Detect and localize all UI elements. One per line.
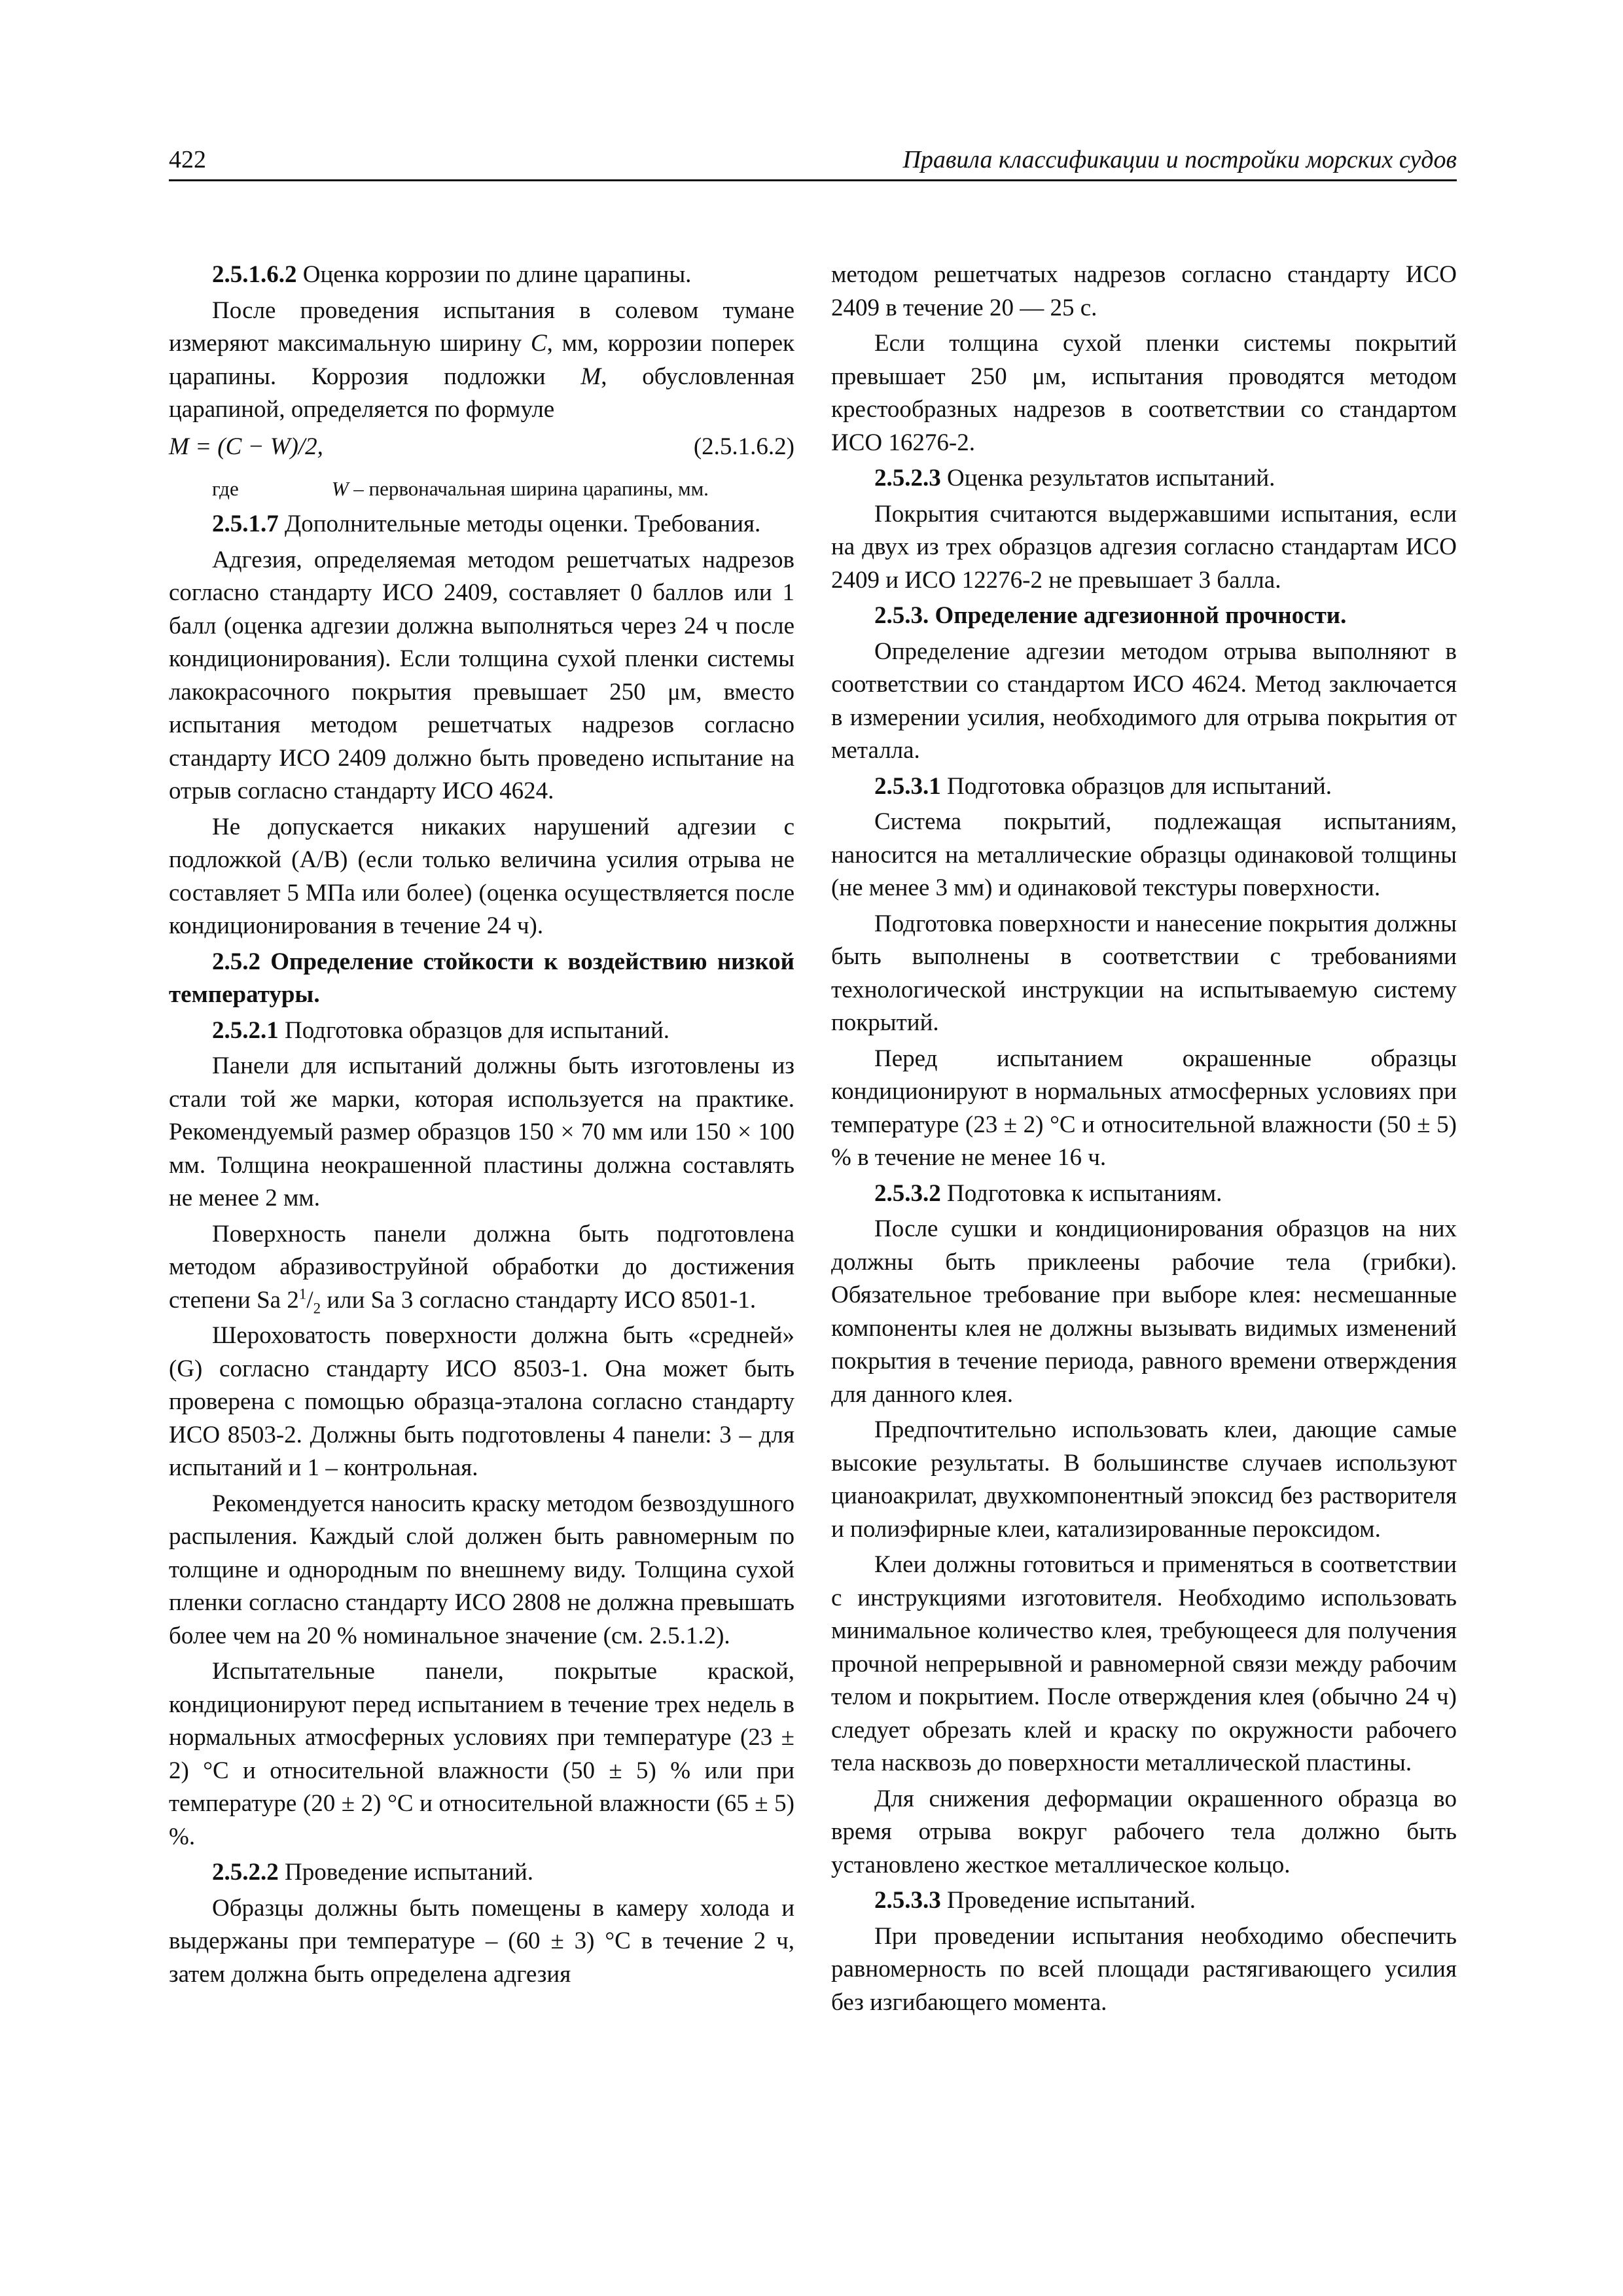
paragraph: Панели для испытаний должны быть изготовлены из стали той же марки, которая используется на практике. Рекомендуемый размер образцов 150 × 70 мм или 150 × 100 мм. Толщина неокрашенной пластины должна составлять не менее 2 мм. [169, 1052, 794, 1211]
paragraph: Предпочтительно использовать клеи, дающие самые высокие результаты. В большинстве случаев используют цианоакрилат, двухкомпонентный эпоксид без растворителя и полиэфирные клеи, катализированные пероксидом. [831, 1416, 1457, 1543]
page-header [169, 145, 1457, 181]
paragraph: 2.5.2.2 Проведение испытаний. [212, 1859, 534, 1886]
paragraph: методом решетчатых надрезов согласно стандарту ИСО 2409 в течение 20 — 25 с. [831, 261, 1457, 321]
paragraph: Система покрытий, подлежащая испытаниям, наносится на металлические образцы одинаковой толщины (не менее 3 мм) и одинаковой текстуры поверхности. [831, 808, 1457, 901]
paragraph: 2.5.2.3 Оценка результатов испытаний. [874, 465, 1275, 492]
paragraph: Покрытия считаются выдержавшими испытания, если на двух из трех образцов адгезия согласно стандартам ИСО 2409 и ИСО 12276-2 не превышает 3 балла. [831, 500, 1457, 594]
paragraph: Шероховатость поверхности должна быть «средней» (G) согласно стандарту ИСО 8503-1. Она может быть проверена с помощью образца-эталона согласно стандарту ИСО 8503-2. Должны быть подготовлены 4 панели: 3 – для испытаний и 1 – контрольная. [169, 1322, 794, 1481]
section-number: 2.5.1.7 [212, 511, 279, 537]
section-number: 2.5.2.1 [212, 1016, 279, 1044]
formula [169, 431, 794, 466]
paragraph: Поверхность панели должна быть подготовлена методом абразивоструйной обработки до достижения степени Sa $2^1/_2$ или Sa 3 согласно стандарту ИСО 8501-1. [169, 1220, 794, 1316]
paragraph: 2.5.1.7 Дополнительные методы оценки. Требования. [212, 511, 761, 537]
section-number: 2.5.1.6.2 [212, 261, 297, 288]
page-number: 422 [169, 146, 206, 173]
paragraph: Определение адгезии методом отрыва выполняют в соответствии со стандартом ИСО 4624. Метод заключается в измерении усилия, необходимого для отрыва покрытия от металла. [831, 637, 1457, 764]
running-title: Правила классификации и постройки морских судов [902, 146, 1457, 173]
paragraph: Адгезия, определяемая методом решетчатых надрезов согласно стандарту ИСО 2409, составляет 0 баллов или 1 балл (оценка адгезии должна выполняться через 24 ч после кондиционирования). Если толщина сухой пленки системы лакокрасочного покрытия превышает 250 μм, вместо испытания методом решетчатых надрезов согласно стандарту ИСО 2409 должно быть проведено испытание на отрыв согласно стандарту ИСО 4624. [169, 546, 794, 804]
paragraph: После сушки и кондиционирования образцов на них должны быть приклеены рабочие тела (грибки). Обязательное требование при выборе клея: несмешанные компоненты клея не должны вызывать видимых изменений покрытия в течение периода, равного времени отверждения для данного клея. [831, 1215, 1457, 1408]
paragraph: При проведении испытания необходимо обеспечить равномерность по всей площади растягивающего усилия без изгибающего момента. [831, 1922, 1457, 2016]
paragraph: 2.5.2.1 Подготовка образцов для испытаний. [212, 1016, 670, 1044]
section-heading: 2.5.3. Определение адгезионной прочности. [874, 602, 1347, 629]
section-number: 2.5.2.3 [874, 465, 941, 492]
paragraph: 2.5.1.6.2 Оценка коррозии по длине царапины. [212, 261, 692, 288]
paragraph: Клеи должны готовиться и применяться в соответствии с инструкциями изготовителя. Необходимо использовать минимальное количество клея, требующееся для получения прочной непрерывной и равномерной связи между рабочим телом и покрытием. После отверждения клея (обычно 24 ч) следует обрезать клей и краску по окружности рабочего тела насквозь до поверхности металлической пластины. [831, 1551, 1457, 1776]
paragraph: Перед испытанием окрашенные образцы кондиционируют в нормальных атмосферных условиях при температуре (23 ± 2) °C и относительной влажности (50 ± 5) % в течение не менее 16 ч. [831, 1045, 1457, 1171]
paragraph: Для снижения деформации окрашенного образца во время отрыва вокруг рабочего тела должно быть установлено жесткое металлическое кольцо. [831, 1785, 1457, 1878]
paragraph: 2.5.3.3 Проведение испытаний. [874, 1887, 1196, 1914]
paragraph: 2.5.3.1 Подготовка образцов для испытаний. [874, 772, 1332, 800]
paragraph: Не допускается никаких нарушений адгезии с подложкой (A/B) (если только величина усилия отрыва не составляет 5 МПа или более) (оценка осуществляется после кондиционирования в течение 24 ч). [169, 813, 794, 939]
section-heading: 2.5.2 Определение стойкости к воздействию низкой температуры. [169, 948, 794, 1008]
formula-legend: где W – первоначальная ширина царапины, мм. [212, 476, 709, 500]
paragraph: Подготовка поверхности и нанесение покрытия должны быть выполнены в соответствии с требованиями технологической инструкции на испытываемую систему покрытий. [831, 910, 1457, 1036]
paragraph: Испытательные панели, покрытые краской, кондиционируют перед испытанием в течение трех недель в нормальных атмосферных условиях при температуре (23 ± 2) °C и относительной влажности (50 ± 5) % или при температуре (20 ± 2) °C и относительной влажности (65 ± 5) %. [169, 1658, 794, 1850]
section-number: 2.5.2.2 [212, 1859, 279, 1886]
paragraph: 2.5.3.2 Подготовка к испытаниям. [874, 1179, 1222, 1207]
paragraph: После проведения испытания в солевом тумане измеряют максимальную ширину C, мм, коррозии поперек царапины. Коррозия подложки M, обусловленная царапиной, определяется по формуле [169, 296, 794, 423]
left-column [169, 259, 794, 1994]
section-number: 2.5.3.3 [874, 1887, 941, 1914]
formula-expression: M = (C − W)/2, [169, 433, 323, 460]
right-column [831, 259, 1457, 2022]
section-number: 2.5.3.1 [874, 772, 941, 800]
paragraph: Рекомендуется наносить краску методом безвоздушного распыления. Каждый слой должен быть равномерным по толщине и однородным по внешнему виду. Толщина сухой пленки согласно стандарту ИСО 2808 не должна превышать более чем на 20 % номинальное значение (см. 2.5.1.2). [169, 1490, 794, 1649]
paragraph: Если толщина сухой пленки системы покрытий превышает 250 μм, испытания проводятся методом крестообразных надрезов в соответствии со стандартом ИСО 16276-2. [831, 330, 1457, 456]
section-number: 2.5.3.2 [874, 1179, 941, 1207]
formula-number: (2.5.1.6.2) [693, 433, 794, 460]
paragraph: Образцы должны быть помещены в камеру холода и выдержаны при температуре – (60 ± 3) °C в течение 2 ч, затем должна быть определена адгезия [169, 1894, 794, 1988]
